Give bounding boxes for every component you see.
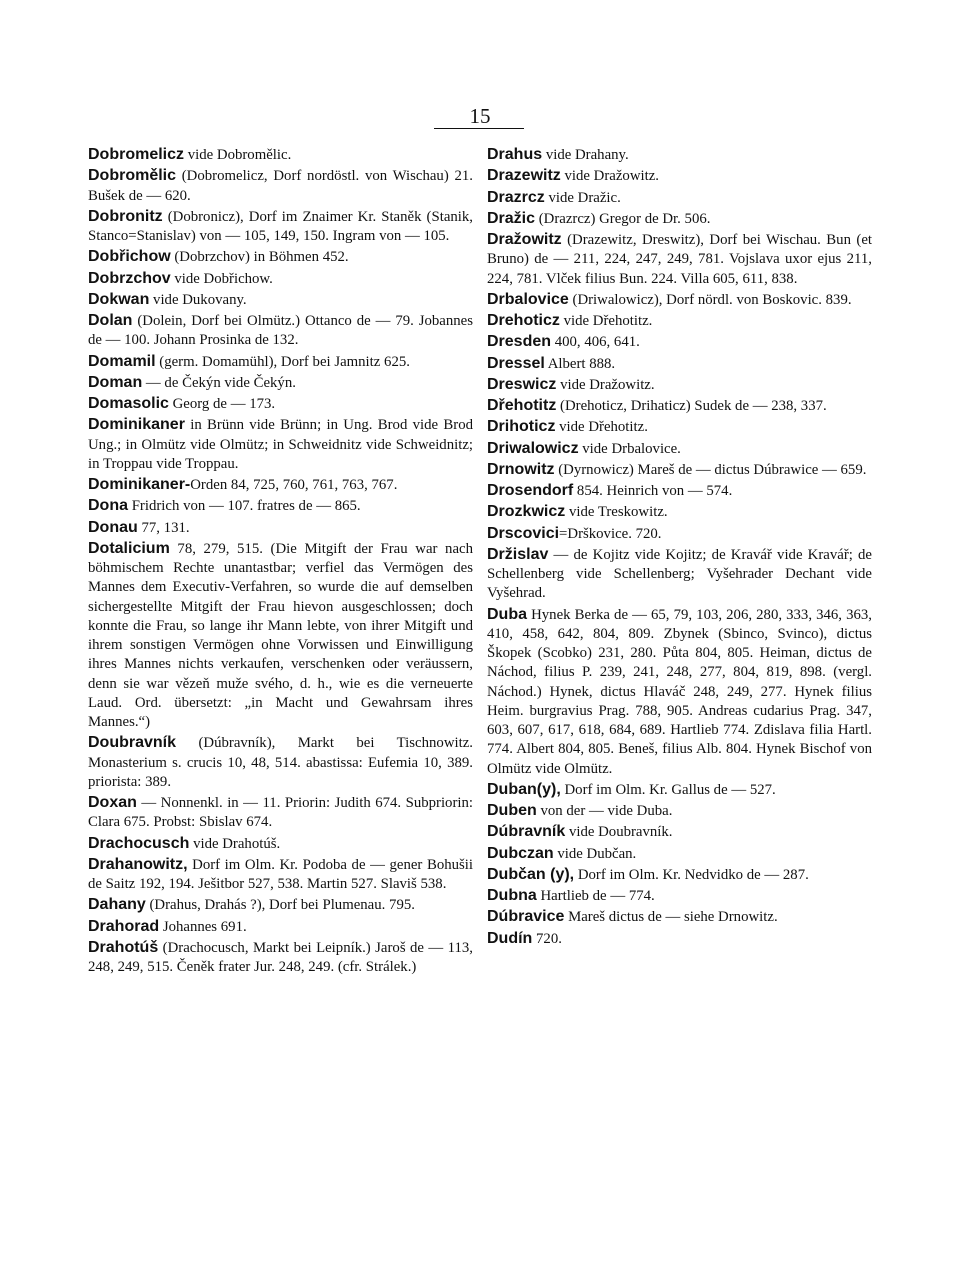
entry-text: vide Dřehotitz. — [555, 419, 648, 436]
right-column-entry — [487, 417, 872, 437]
entry-text: Mareš dictus de — siehe Drnowitz. — [564, 909, 778, 926]
entry-headword: Dominikaner — [88, 416, 185, 434]
entry-headword: Dubna — [487, 887, 537, 904]
entry-text: Albert 888. — [544, 355, 616, 372]
right-column-entry — [487, 524, 872, 544]
entry-text: von der — vide Duba. — [536, 803, 673, 819]
left-column-entry — [88, 269, 473, 289]
entry-text: — de Čekýn vide Čekýn. — [142, 374, 296, 391]
entry-headword: Dotalicium — [88, 539, 170, 557]
entry-text: 77, 131. — [137, 519, 190, 536]
entry-headword: Drahanowitz, — [88, 855, 188, 873]
page-number: 15 — [469, 104, 491, 128]
right-column-entry — [487, 145, 872, 165]
entry-text: Hynek Berka de — 65, 79, 103, 206, 280, 333, 346, 363, 410, 458, 642, 804, 809. Zbynek (Sbinco, Svinco), dictus Škopek (Scobko) 231, 280. Půta 804, 805. Heiman, dictus de Náchod, filius P. 239, 241, 248, 277, 804, 819, 898. (vergl. Náchod.) Hynek, dictus Hlaváč 248, 249, 277. Hynek filius Heim. burgravius Prag. 788, 905. Andreas cudarius Prag. 347, 603, 607, 617, 618, 684, 689. Hartlieb 774. Zdislava filia Hartl. 774. Albert 804, 805. Beneš, filius Alb. 804. Hynek Bischof von Olmütz vide Olmütz. — [487, 606, 872, 777]
entry-headword: Dominikaner- — [88, 476, 191, 493]
entry-headword: Drnowitz — [487, 460, 555, 478]
entry-headword: Duba — [487, 605, 527, 623]
right-column-entry — [487, 311, 872, 331]
entry-headword: Dražic — [487, 209, 536, 227]
entry-headword: Dobromelicz — [88, 146, 185, 163]
entry-text: — Nonnenkl. in — 11. Priorin: Judith 674. Subpriorin: Clara 675. Probst: Sbislav 674. — [88, 795, 473, 831]
entry-headword: Dražowitz — [487, 231, 562, 248]
left-column-entry — [88, 733, 473, 792]
right-column-entry — [487, 605, 872, 779]
entry-headword: Drazrcz — [487, 188, 545, 206]
entry-text: Dorf im Olm. Kr. Podoba de — gener Bohušii de Saitz 192, 194. Ješitbor 527, 538. Martin 527. Slaviš 538. — [88, 856, 473, 892]
left-column — [88, 145, 473, 978]
entry-text: Johannes 691. — [159, 918, 247, 935]
left-column-entry — [88, 311, 473, 351]
entry-headword: Drachocusch — [88, 834, 190, 852]
entry-text: (Dyrnowicz) Mareš de — dictus Dúbrawice — 659. — [554, 461, 867, 478]
entry-text: — de Kojitz vide Kojitz; de Kravář vide Kravář; de Schellenberg vide Schellenberg; Vyšehrader Dechant vide Vyšehrad. — [487, 546, 872, 602]
left-column-entry — [88, 938, 473, 978]
entry-headword: Domasolic — [88, 395, 169, 412]
entry-headword: Dressel — [487, 354, 545, 372]
entry-text: (Drachocusch, Markt bei Leipník.) Jaroš de — 113, 248, 249, 515. Čeněk frater Jur. 248, 249. (cfr. Strálek.) — [88, 939, 473, 975]
left-column-entry — [88, 834, 473, 854]
entry-text: vide Dubčan. — [553, 845, 637, 862]
right-column-entry — [487, 886, 872, 906]
entry-headword: Dolan — [88, 312, 133, 329]
entry-text: vide Dukovany. — [149, 291, 247, 308]
right-column-entry — [487, 481, 872, 501]
right-column-entry — [487, 844, 872, 864]
entry-headword: Dobřichow — [88, 248, 171, 266]
entry-headword: Dúbravník — [487, 823, 566, 841]
entry-headword: Duben — [487, 802, 537, 819]
entry-headword: Doman — [88, 373, 143, 391]
entry-headword: Drahotúš — [88, 938, 159, 956]
right-column-entry — [487, 460, 872, 480]
entry-text: 400, 406, 641. — [551, 334, 640, 351]
entry-headword: Dudín — [487, 929, 533, 947]
right-column — [487, 145, 872, 950]
right-column-entry — [487, 780, 872, 800]
left-column-entry — [88, 475, 473, 495]
entry-headword: Dona — [88, 497, 128, 515]
left-column-entry — [88, 415, 473, 474]
right-column-entry — [487, 375, 872, 395]
entry-text: vide Drahotúš. — [189, 835, 281, 852]
entry-text: Fridrich von — 107. fratres de — 865. — [128, 498, 361, 515]
entry-text: 720. — [532, 930, 562, 947]
left-column-entry — [88, 247, 473, 267]
entry-headword: Duban(y), — [487, 780, 561, 798]
right-column-entry — [487, 502, 872, 522]
entry-text: vide Dobromělic. — [184, 147, 292, 163]
entry-headword: Drazewitz — [487, 167, 561, 185]
left-column-entry — [88, 352, 473, 372]
entry-headword: Držislav — [487, 545, 549, 563]
left-column-entry — [88, 855, 473, 895]
left-column-entry — [88, 793, 473, 833]
entry-text: (germ. Domamühl), Dorf bei Jamnitz 625. — [155, 353, 410, 370]
right-column-entry — [487, 209, 872, 229]
entry-text: (Drahus, Drahás ?), Dorf bei Plumenau. 795. — [145, 897, 415, 914]
entry-headword: Doubravník — [88, 734, 177, 752]
right-column-entry — [487, 865, 872, 885]
entry-text: =Drškovice. 720. — [559, 525, 662, 542]
entry-headword: Driwalowicz — [487, 439, 579, 457]
entry-headword: Dokwan — [88, 290, 150, 308]
right-column-entry — [487, 166, 872, 186]
entry-text: vide Dražowitz. — [556, 376, 655, 393]
entry-text: vide Treskowitz. — [565, 504, 668, 521]
entry-text: Georg de — 173. — [168, 396, 276, 412]
entry-headword: Dahany — [88, 896, 146, 914]
left-column-entry — [88, 145, 473, 165]
entry-text: vide Doubravník. — [565, 824, 673, 841]
right-column-entry — [487, 545, 872, 604]
right-column-entry — [487, 290, 872, 310]
entry-headword: Dresden — [487, 333, 552, 351]
left-column-entry — [88, 290, 473, 310]
entry-headword: Drbalovice — [487, 290, 569, 308]
entry-text: (Dúbravník), Markt bei Tischnowitz. Monasterium s. crucis 10, 48, 514. abastissa: Eufemia 10, 389. priorista: 389. — [88, 735, 473, 790]
left-column-entry — [88, 373, 473, 393]
entry-text: (Dobronicz), Dorf im Znaimer Kr. Staněk (Stanik, Stanco=Stanislav) von — 105, 149, 150. Ingram von — 105. — [88, 208, 473, 244]
entry-headword: Drozkwicz — [487, 503, 566, 521]
entry-headword: Drscovici — [487, 524, 560, 542]
right-column-entry — [487, 439, 872, 459]
entry-text: 854. Heinrich von — 574. — [573, 483, 733, 499]
left-column-entry — [88, 496, 473, 516]
entry-headword: Drihoticz — [487, 418, 556, 436]
entry-headword: Drahorad — [88, 917, 160, 935]
entry-headword: Dubčan (y), — [487, 865, 575, 883]
entry-headword: Dobromělic — [88, 167, 177, 185]
entry-headword: Dreswicz — [487, 375, 557, 393]
right-column-entry — [487, 801, 872, 821]
entry-text: vide Dobřichow. — [170, 270, 273, 287]
entry-headword: Drosendorf — [487, 482, 574, 499]
left-column-entry — [88, 166, 473, 206]
right-column-entry — [487, 396, 872, 416]
entry-text: vide Dražic. — [544, 189, 621, 206]
entry-headword: Dubczan — [487, 844, 554, 862]
entry-headword: Domamil — [88, 352, 156, 370]
entry-text: (Dobrzchov) in Böhmen 452. — [170, 249, 349, 266]
right-column-entry — [487, 929, 872, 949]
entry-text: vide Drahany. — [542, 147, 629, 163]
left-column-entry — [88, 917, 473, 937]
right-column-entry — [487, 188, 872, 208]
left-column-entry — [88, 394, 473, 414]
entry-text: vide Drbalovice. — [578, 440, 681, 457]
left-column-entry — [88, 207, 473, 247]
entry-headword: Dřehotitz — [487, 397, 557, 414]
entry-text: vide Dřehotitz. — [559, 313, 653, 329]
right-column-entry — [487, 907, 872, 927]
entry-text: (Drazrcz) Gregor de Dr. 506. — [535, 210, 711, 227]
entry-text: (Drazewitz, Dreswitz), Dorf bei Wischau. Bun (et Bruno) de — 211, 224, 247, 249, 781. Vojslava uxor ejus 211, 224, 781. Vlček filius Bun. 224. Villa 605, 611, 838. — [487, 232, 872, 287]
entry-headword: Dobronitz — [88, 207, 163, 225]
page-number-rule — [434, 128, 524, 129]
entry-text: Dorf im Olm. Kr. Nedvidko de — 287. — [574, 866, 809, 883]
entry-text: 78, 279, 515. (Die Mitgift der Frau war nach böhmischem Rechte unantastbar; verfiel das Vermögen des Mannes dem Executiv-Verfahren, so wurde die auf demselben sichergestellte Mitgift der Frau hievon ausgeschlossen; doch konnte die Frau, so lange ihr Mann lebte, von ihrer Mitgift und ihrem sonstigen Vermögen ohne Vorwissen und Einwilligung ihres Mannes nichts verkaufen, verschenken oder veräussern, denn sie war vězeň muže svého, d. h., wie es die verneuerte Laud. Ord. übersetzt: „in Macht und Gewahrsam ihres Mannes.“) — [88, 540, 473, 730]
entry-text: Orden 84, 725, 760, 761, 763, 767. — [190, 477, 398, 493]
right-column-entry — [487, 230, 872, 289]
entry-text: Dorf im Olm. Kr. Gallus de — 527. — [560, 781, 776, 798]
entry-text: (Driwalowicz), Dorf nördl. von Boskovic. 839. — [568, 291, 852, 308]
left-column-entry — [88, 895, 473, 915]
entry-text: (Dolein, Dorf bei Olmütz.) Ottanco de — 79. Jobannes de — 100. Johann Prosinka de 132. — [88, 313, 473, 349]
entry-headword: Drehoticz — [487, 312, 560, 329]
entry-headword: Dúbravice — [487, 908, 565, 926]
right-column-entry — [487, 822, 872, 842]
entry-text: Hartlieb de — 774. — [536, 888, 655, 904]
entry-headword: Drahus — [487, 146, 543, 163]
left-column-entry — [88, 518, 473, 538]
entry-text: vide Dražowitz. — [560, 168, 659, 185]
right-column-entry — [487, 354, 872, 374]
entry-text: (Dobromelicz, Dorf nordöstl. von Wischau) 21. Bušek de — 620. — [88, 168, 473, 204]
entry-text: in Brünn vide Brünn; in Ung. Brod vide Brod Ung.; in Olmütz vide Olmütz; in Schweidnitz vide Schweidnitz; in Troppau vide Troppau. — [88, 417, 473, 472]
entry-headword: Doxan — [88, 794, 137, 811]
entry-text: (Drehoticz, Drihaticz) Sudek de — 238, 337. — [556, 398, 827, 414]
entry-headword: Dobrzchov — [88, 269, 171, 287]
left-column-entry — [88, 539, 473, 733]
right-column-entry — [487, 332, 872, 352]
entry-headword: Donau — [88, 518, 138, 536]
